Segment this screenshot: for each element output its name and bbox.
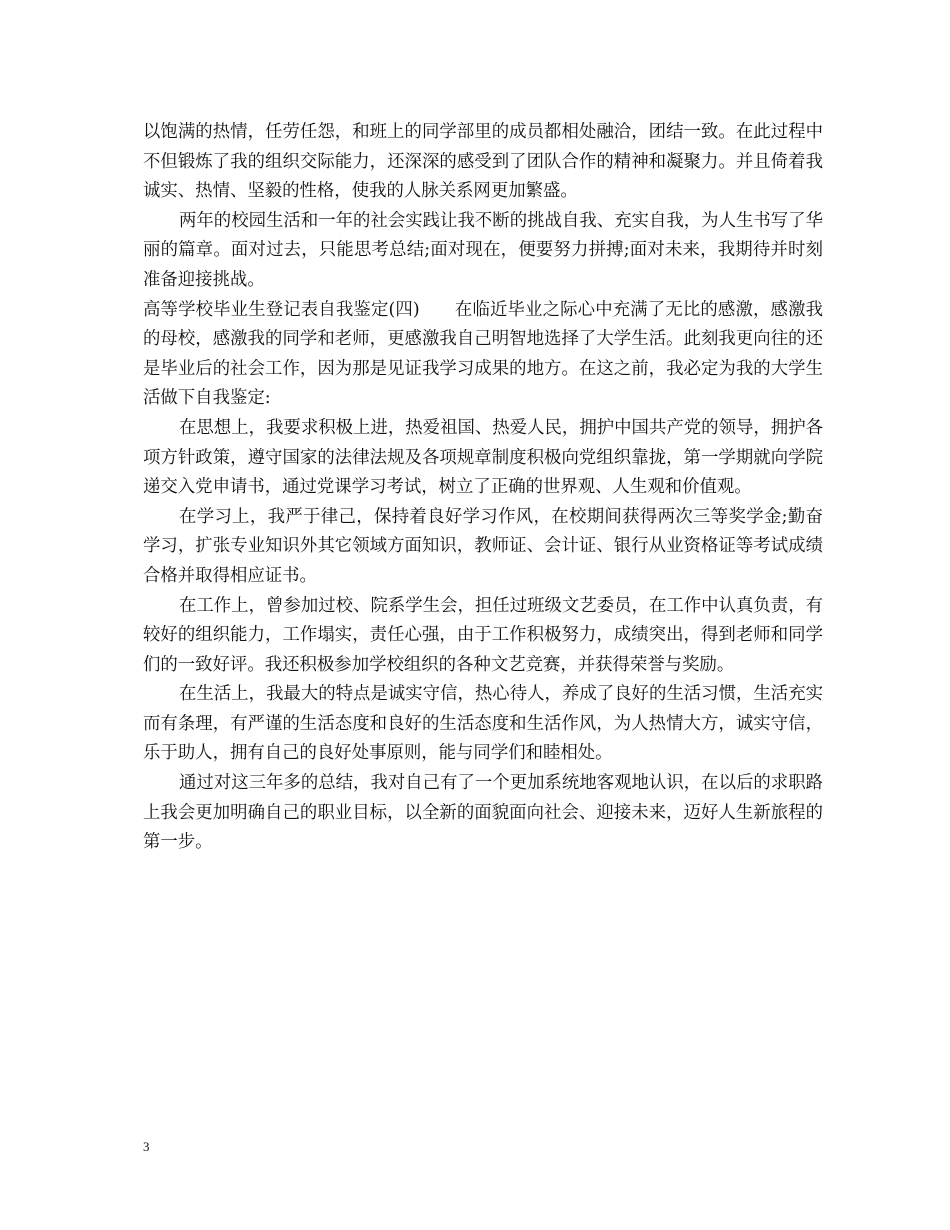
paragraph-1: 以饱满的热情，任劳任怨，和班上的同学部里的成员都相处融洽，团结一致。在此过程中不但锻炼了我的组织交际能力，还深深的感受到了团队合作的精神和凝聚力。并且倚着我诚实、热情、坚毅的性格，使我的人脉关系网更加繁盛。 [143,122,823,202]
paragraph-8-summary: 通过对这三年多的总结，我对自己有了一个更加系统地客观地认识，在以后的求职路上我会更加明确自己的职业目标，以全新的面貌面向社会、迎接未来，迈好人生新旅程的第一步。 [143,773,823,853]
paragraph-4-ideology: 在思想上，我要求积极上进，热爱祖国、热爱人民，拥护中国共产党的领导，拥护各项方针政策，遵守国家的法律法规及各项规章制度积极向党组织靠拢，第一学期就向学院递交入党申请书，通过党课学习考试，树立了正确的世界观、人生观和价值观。 [143,417,823,498]
paragraph-5-study: 在学习上，我严于律己，保持着良好学习作风，在校期间获得两次三等奖学金;勤奋学习，扩张专业知识外其它领域方面知识，教师证、会计证、银行从业资格证等考试成绩合格并取得相应证书。 [143,506,823,586]
paragraph-6-work: 在工作上，曾参加过校、院系学生会，担任过班级文艺委员，在工作中认真负责，有较好的组织能力，工作塌实，责任心强，由于工作积极努力，成绩突出，得到老师和同学们的一致好评。我还积极参加学校组织的各种文艺竞赛，并获得荣誉与奖励。 [143,595,823,675]
paragraph-3-section-heading: 高等学校毕业生登记表自我鉴定(四) 在临近毕业之际心中充满了无比的感激，感激我的母校，感激我的同学和老师，更感激我自己明智地选择了大学生活。此刻我更向往的还是毕业后的社会工作，因为那是见证我学习成果的地方。在这之前，我必定为我的大学生活做下自我鉴定: [143,299,823,409]
paragraph-7-life: 在生活上，我最大的特点是诚实守信，热心待人，养成了良好的生活习惯，生活充实而有条理，有严谨的生活态度和良好的生活态度和生活作风，为人热情大方，诚实守信，乐于助人，拥有自己的良好处事原则，能与同学们和睦相处。 [143,684,823,764]
paragraph-2: 两年的校园生活和一年的社会实践让我不断的挑战自我、充实自我，为人生书写了华丽的篇章。面对过去，只能思考总结;面对现在，便要努力拼搏;面对未来，我期待并时刻准备迎接挑战。 [143,210,823,290]
document-body [143,118,823,858]
page-number: 3 [143,1139,150,1154]
